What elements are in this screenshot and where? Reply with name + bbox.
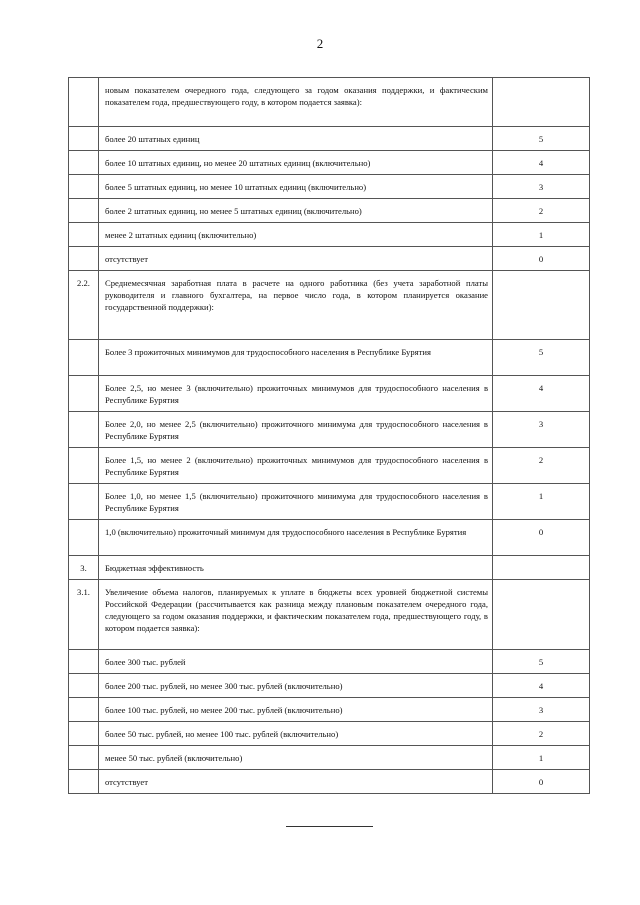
row-number-cell: 2.2.: [69, 271, 99, 340]
criterion-text-cell: менее 50 тыс. рублей (включительно): [99, 746, 493, 770]
end-of-document-divider: [286, 826, 373, 827]
table-row: [69, 674, 590, 698]
table-row: [69, 746, 590, 770]
score-cell: 1: [493, 484, 590, 520]
row-number-cell: [69, 247, 99, 271]
table-row: [69, 78, 590, 127]
row-number-cell: 3.: [69, 556, 99, 580]
table-row: [69, 722, 590, 746]
criterion-text-cell: более 10 штатных единиц, но менее 20 штатных единиц (включительно): [99, 151, 493, 175]
table-row: [69, 520, 590, 556]
row-number-cell: [69, 151, 99, 175]
table-row: [69, 271, 590, 340]
score-cell: 3: [493, 412, 590, 448]
row-number-cell: [69, 746, 99, 770]
score-cell: 1: [493, 746, 590, 770]
criterion-text-cell: отсутствует: [99, 247, 493, 271]
criterion-text-cell: более 2 штатных единиц, но менее 5 штатных единиц (включительно): [99, 199, 493, 223]
score-cell: 3: [493, 698, 590, 722]
table-row: [69, 151, 590, 175]
score-cell: 0: [493, 770, 590, 794]
row-number-cell: [69, 722, 99, 746]
criterion-text-cell: Более 1,5, но менее 2 (включительно) прожиточных минимумов для трудоспособного населения в Республике Бурятия: [99, 448, 493, 484]
row-number-cell: [69, 199, 99, 223]
score-cell: [493, 556, 590, 580]
row-number-cell: [69, 127, 99, 151]
score-cell: 2: [493, 448, 590, 484]
table-row: [69, 412, 590, 448]
criterion-text-cell: Более 2,5, но менее 3 (включительно) прожиточных минимумов для трудоспособного населения в Республике Бурятия: [99, 376, 493, 412]
score-cell: 5: [493, 127, 590, 151]
score-cell: 3: [493, 175, 590, 199]
criterion-text-cell: Более 1,0, но менее 1,5 (включительно) прожиточного минимума для трудоспособного населения в Республике Бурятия: [99, 484, 493, 520]
criterion-text-cell: Увеличение объема налогов, планируемых к уплате в бюджеты всех уровней бюджетной системы Российской Федерации (рассчитывается как разница между плановым показателем очередного года, следующего за годом оказания поддержки, и фактическим показателем года, предшествующего году, в котором подается заявка):: [99, 580, 493, 650]
score-cell: [493, 78, 590, 127]
table-row: [69, 556, 590, 580]
score-cell: 4: [493, 674, 590, 698]
table-row: [69, 650, 590, 674]
criterion-text-cell: более 200 тыс. рублей, но менее 300 тыс. рублей (включительно): [99, 674, 493, 698]
table-row: [69, 340, 590, 376]
score-cell: 2: [493, 199, 590, 223]
score-cell: 4: [493, 151, 590, 175]
table-row: [69, 127, 590, 151]
table-row: [69, 376, 590, 412]
criterion-text-cell: более 20 штатных единиц: [99, 127, 493, 151]
table-row: [69, 698, 590, 722]
row-number-cell: [69, 376, 99, 412]
score-cell: 0: [493, 247, 590, 271]
row-number-cell: 3.1.: [69, 580, 99, 650]
table-row: [69, 484, 590, 520]
criterion-text-cell: 1,0 (включительно) прожиточный минимум для трудоспособного населения в Республике Бурятия: [99, 520, 493, 556]
table-row: [69, 580, 590, 650]
criterion-text-cell: более 50 тыс. рублей, но менее 100 тыс. рублей (включительно): [99, 722, 493, 746]
score-cell: 0: [493, 520, 590, 556]
row-number-cell: [69, 448, 99, 484]
score-cell: [493, 271, 590, 340]
criterion-text-cell: Более 2,0, но менее 2,5 (включительно) прожиточного минимума для трудоспособного населения в Республике Бурятия: [99, 412, 493, 448]
criterion-text-cell: Более 3 прожиточных минимумов для трудоспособного населения в Республике Бурятия: [99, 340, 493, 376]
row-number-cell: [69, 698, 99, 722]
row-number-cell: [69, 770, 99, 794]
score-cell: 5: [493, 650, 590, 674]
criterion-text-cell: отсутствует: [99, 770, 493, 794]
criterion-text-cell: новым показателем очередного года, следующего за годом оказания поддержки, и фактическим показателем года, предшествующего году, в котором подается заявка):: [99, 78, 493, 127]
row-number-cell: [69, 78, 99, 127]
criterion-text-cell: Бюджетная эффективность: [99, 556, 493, 580]
score-cell: 5: [493, 340, 590, 376]
score-cell: [493, 580, 590, 650]
row-number-cell: [69, 674, 99, 698]
table-row: [69, 199, 590, 223]
row-number-cell: [69, 340, 99, 376]
row-number-cell: [69, 175, 99, 199]
score-cell: 4: [493, 376, 590, 412]
table-row: [69, 223, 590, 247]
score-cell: 1: [493, 223, 590, 247]
table-row: [69, 247, 590, 271]
row-number-cell: [69, 223, 99, 247]
row-number-cell: [69, 412, 99, 448]
criterion-text-cell: более 100 тыс. рублей, но менее 200 тыс. рублей (включительно): [99, 698, 493, 722]
score-cell: 2: [493, 722, 590, 746]
criterion-text-cell: менее 2 штатных единиц (включительно): [99, 223, 493, 247]
row-number-cell: [69, 484, 99, 520]
row-number-cell: [69, 650, 99, 674]
page-number: 2: [316, 36, 324, 51]
criterion-text-cell: более 300 тыс. рублей: [99, 650, 493, 674]
criterion-text-cell: более 5 штатных единиц, но менее 10 штатных единиц (включительно): [99, 175, 493, 199]
table-row: [69, 175, 590, 199]
criteria-score-table: [68, 77, 590, 794]
table-row: [69, 448, 590, 484]
criterion-text-cell: Среднемесячная заработная плата в расчете на одного работника (без учета заработной платы руководителя и главного бухгалтера, на первое число года, в котором планируется оказание государственной поддержки):: [99, 271, 493, 340]
row-number-cell: [69, 520, 99, 556]
table-row: [69, 770, 590, 794]
